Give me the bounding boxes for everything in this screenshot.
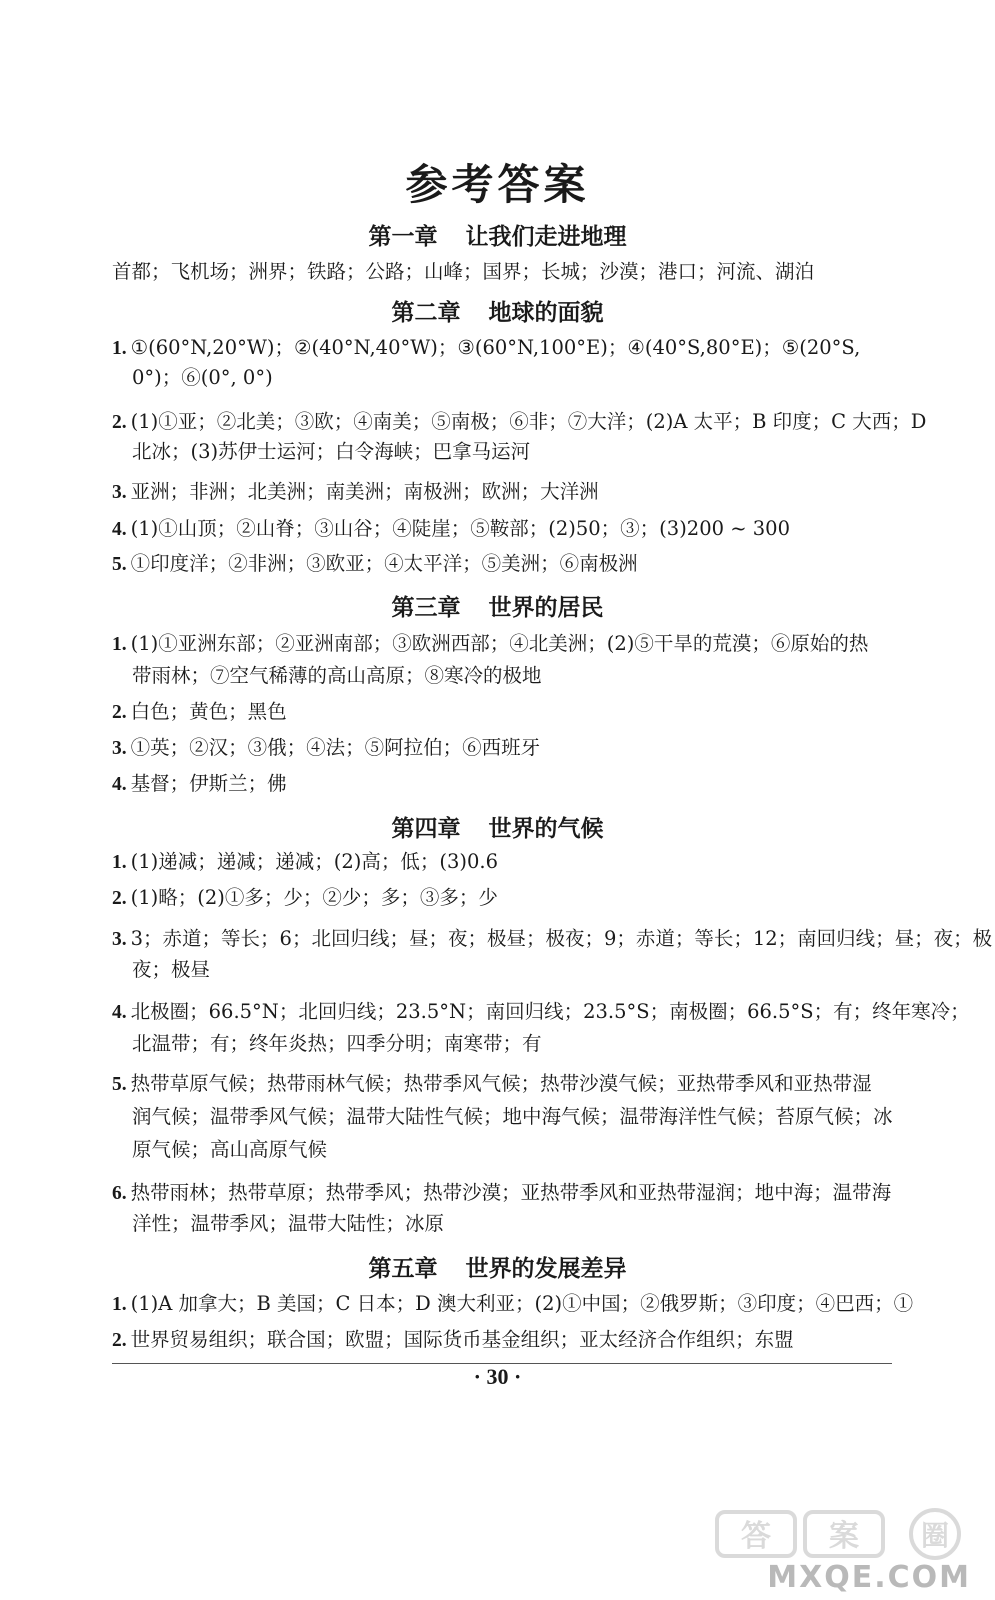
- answer-item: [112, 1070, 892, 1099]
- svg-text:圈: 圈: [920, 1519, 950, 1552]
- question-number: 3.: [112, 482, 127, 503]
- svg-text:答: 答: [741, 1519, 771, 1554]
- question-number: 4.: [112, 519, 127, 540]
- chapter-name: 地球的面貌: [488, 299, 604, 326]
- answer-item: [112, 848, 892, 877]
- question-number: 4.: [112, 1002, 127, 1023]
- question-number: 2.: [112, 1330, 127, 1351]
- chapter-number: 第四章: [391, 815, 461, 842]
- page-title: 参考答案: [405, 160, 590, 209]
- question-number: 1.: [112, 852, 127, 873]
- question-number: 2.: [112, 702, 127, 723]
- answer-text: (1)递减；递减；递减；(2)高；低；(3)0.6: [130, 850, 499, 873]
- chapter-2-heading: [0, 294, 995, 327]
- question-number: 2.: [112, 412, 127, 433]
- answer-line: 北温带；有；终年炎热；四季分明；南寒带；有: [132, 1032, 542, 1055]
- answer-text: 基督；伊斯兰；佛: [130, 772, 287, 795]
- chapter-name: 世界的气候: [488, 815, 604, 842]
- answer-text: (1)①山顶；②山脊；③山谷；④陡崖；⑤鞍部；(2)50；③；(3)200 ~ 300: [130, 517, 790, 540]
- answer-text: ①印度洋；②非洲；③欧亚；④太平洋；⑤美洲；⑥南极洲: [130, 552, 638, 575]
- answer-text: ①英；②汉；③俄；④法；⑤阿拉伯；⑥西班牙: [130, 736, 541, 759]
- answer-text: ①(60°N,20°W)；②(40°N,40°W)；③(60°N,100°E)；④(40°S,80°E)；⑤(20°S,: [130, 336, 861, 359]
- answer-line: 带雨林；⑦空气稀薄的高山高原；⑧寒冷的极地: [132, 664, 542, 687]
- answer-item: [112, 408, 927, 437]
- answer-line: 0°)；⑥(0°, 0°): [132, 366, 273, 389]
- svg-text:案: 案: [829, 1519, 859, 1554]
- chapter-number: 第二章: [391, 299, 461, 326]
- answer-text: (1)①亚；②北美；③欧；④南美；⑤南极；⑥非；⑦大洋；(2)A 太平；B 印度；C 大西；D: [130, 410, 927, 433]
- question-number: 1.: [112, 1294, 127, 1315]
- chapter-3-heading: [0, 589, 995, 622]
- answer-item: [112, 1290, 914, 1319]
- question-number: 1.: [112, 634, 127, 655]
- question-number: 4.: [112, 774, 127, 795]
- answer-line: 原气候；高山高原气候: [132, 1138, 328, 1161]
- answer-text: 亚洲；非洲；北美洲；南美洲；南极洲；欧洲；大洋洲: [130, 480, 599, 503]
- answer-text: 热带雨林；热带草原；热带季风；热带沙漠；亚热带季风和亚热带湿润；地中海；温带海: [130, 1181, 892, 1204]
- answer-line: 北冰；(3)苏伊士运河；白令海峡；巴拿马运河: [132, 440, 531, 463]
- answer-item: [112, 770, 892, 799]
- watermark-url: MXQE.COM: [767, 1560, 971, 1595]
- chapter-name: 让我们走进地理: [465, 223, 627, 250]
- answer-item: [112, 550, 892, 579]
- answer-text: 白色；黄色；黑色: [130, 700, 287, 723]
- answer-text: 北极圈；66.5°N；北回归线；23.5°N；南回归线；23.5°S；南极圈；66.5°S；有；终年寒冷；: [130, 1000, 970, 1023]
- answer-item: [112, 884, 892, 913]
- chapter-1-heading: [0, 218, 995, 251]
- question-number: 2.: [112, 888, 127, 909]
- answer-text: (1)略；(2)①多；少；②少；多；③多；少: [130, 886, 498, 909]
- answer-text: 3；赤道；等长；6；北回归线；昼；夜；极昼；极夜；9；赤道；等长；12；南回归线；昼；夜；极: [130, 927, 993, 950]
- answer-item: [112, 998, 970, 1027]
- answer-line: 夜；极昼: [132, 958, 211, 981]
- answer-line: 首都；飞机场；洲界；铁路；公路；山峰；国界；长城；沙漠；港口；河流、湖泊: [112, 260, 815, 283]
- answer-item: [112, 515, 892, 544]
- question-number: 3.: [112, 738, 127, 759]
- chapter-number: 第五章: [368, 1255, 438, 1282]
- answer-item: [112, 630, 892, 659]
- answer-item: [112, 734, 892, 763]
- question-number: 1.: [112, 338, 127, 359]
- question-number: 5.: [112, 1074, 127, 1095]
- answer-item: [112, 925, 993, 954]
- answer-item: [112, 334, 892, 363]
- answer-text: (1)A 加拿大；B 美国；C 日本；D 澳大利亚；(2)①中国；②俄罗斯；③印度；④巴西；①: [130, 1292, 914, 1315]
- answer-item: [112, 698, 892, 727]
- chapter-name: 世界的发展差异: [465, 1255, 627, 1282]
- answer-item: [112, 478, 892, 507]
- chapter-5-heading: [0, 1250, 995, 1283]
- chapter-number: 第三章: [391, 594, 461, 621]
- answer-text: (1)①亚洲东部；②亚洲南部；③欧洲西部；④北美洲；(2)⑤干旱的荒漠；⑥原始的热: [130, 632, 869, 655]
- answer-line: 润气候；温带季风气候；温带大陆性气候；地中海气候；温带海洋性气候；苔原气候；冰: [132, 1105, 893, 1128]
- answer-text: 世界贸易组织；联合国；欧盟；国际货币基金组织；亚太经济合作组织；东盟: [130, 1328, 794, 1351]
- question-number: 6.: [112, 1183, 127, 1204]
- question-number: 3.: [112, 929, 127, 950]
- answer-item: [112, 1179, 892, 1208]
- chapter-4-heading: [0, 810, 995, 843]
- chapter-number: 第一章: [368, 223, 438, 250]
- chapter-name: 世界的居民: [488, 594, 604, 621]
- answer-item: [112, 1326, 892, 1355]
- answer-text: 热带草原气候；热带雨林气候；热带季风气候；热带沙漠气候；亚热带季风和亚热带湿: [130, 1072, 872, 1095]
- page-number: · 30 ·: [473, 1364, 522, 1389]
- answer-line: 洋性；温带季风；温带大陆性；冰原: [132, 1212, 445, 1235]
- question-number: 5.: [112, 554, 127, 575]
